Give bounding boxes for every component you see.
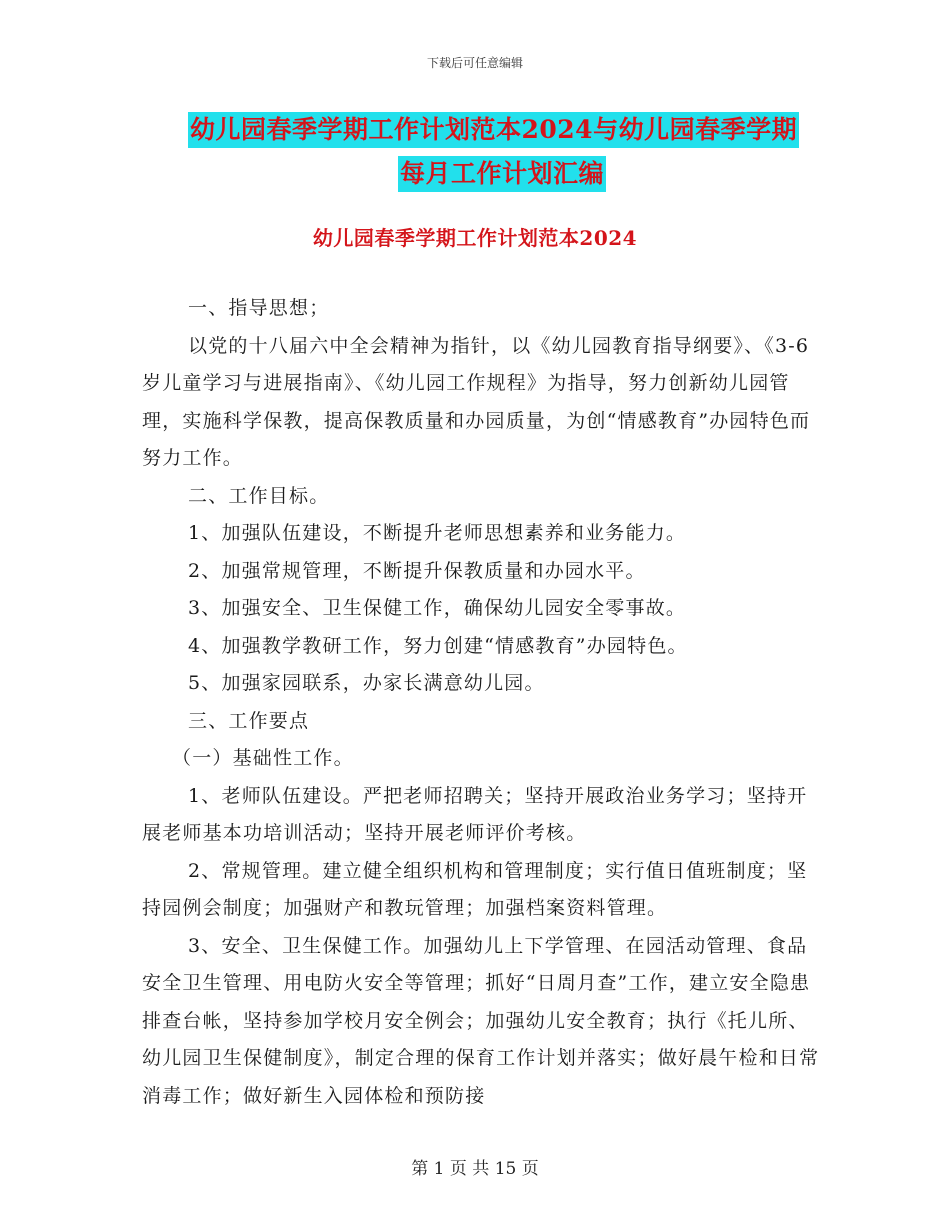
page-footer: 第 1 页 共 15 页 [411, 1159, 539, 1179]
paragraph: 以党的十八届六中全会精神为指针，以《幼儿园教育指导纲要》、《3-6岁儿童学习与进展指南》、《幼儿园工作规程》为指导，努力创新幼儿园管理，实施科学保教，提高保教质量和办园质量，为创“情感教育”办园特色而努力工作。 [142, 334, 811, 469]
paragraph: 一、指导思想； [188, 297, 330, 319]
header-note: 下载后可任意编辑 [426, 56, 523, 70]
paragraph: 4、加强教学教研工作，努力创建“情感教育”办园特色。 [188, 634, 688, 657]
paragraph: （一）基础性工作。 [172, 747, 354, 769]
paragraph: 三、工作要点 [188, 709, 310, 732]
paragraph: 3、安全、卫生保健工作。加强幼儿上下学管理、在园活动管理、食品安全卫生管理、用电防火安全等管理；抓好“日周月查”工作，建立安全隐患排查台帐，坚持参加学校月安全例会；加强幼儿安全教育；执行《托儿所、幼儿园卫生保健制度》，制定合理的保育工作计划并落实；做好晨午检和日常消毒工作；做好新生入园体检和预防接 [142, 934, 820, 1107]
paragraph: 2、加强常规管理，不断提升保教质量和办园水平。 [188, 559, 646, 582]
paragraph: 3、加强安全、卫生保健工作，确保幼儿园安全零事故。 [188, 597, 687, 619]
paragraph: 2、常规管理。建立健全组织机构和管理制度；实行值日值班制度；坚持园例会制度；加强财产和教玩管理；加强档案资料管理。 [142, 859, 808, 919]
paragraph: 1、加强队伍建设，不断提升老师思想素养和业务能力。 [188, 522, 687, 544]
title-line-2: 每月工作计划汇编 [398, 156, 606, 192]
document-body [142, 290, 822, 1115]
paragraph: 5、加强家园联系，办家长满意幼儿园。 [188, 672, 545, 694]
title-line-1: 幼儿园春季学期工作计划范本2024与幼儿园春季学期 [188, 112, 799, 148]
paragraph: 1、老师队伍建设。严把老师招聘关；坚持开展政治业务学习；坚持开展老师基本功培训活动；坚持开展老师评价考核。 [142, 784, 808, 844]
section-subtitle: 幼儿园春季学期工作计划范本2024 [312, 226, 638, 250]
paragraph: 二、工作目标。 [188, 484, 330, 507]
